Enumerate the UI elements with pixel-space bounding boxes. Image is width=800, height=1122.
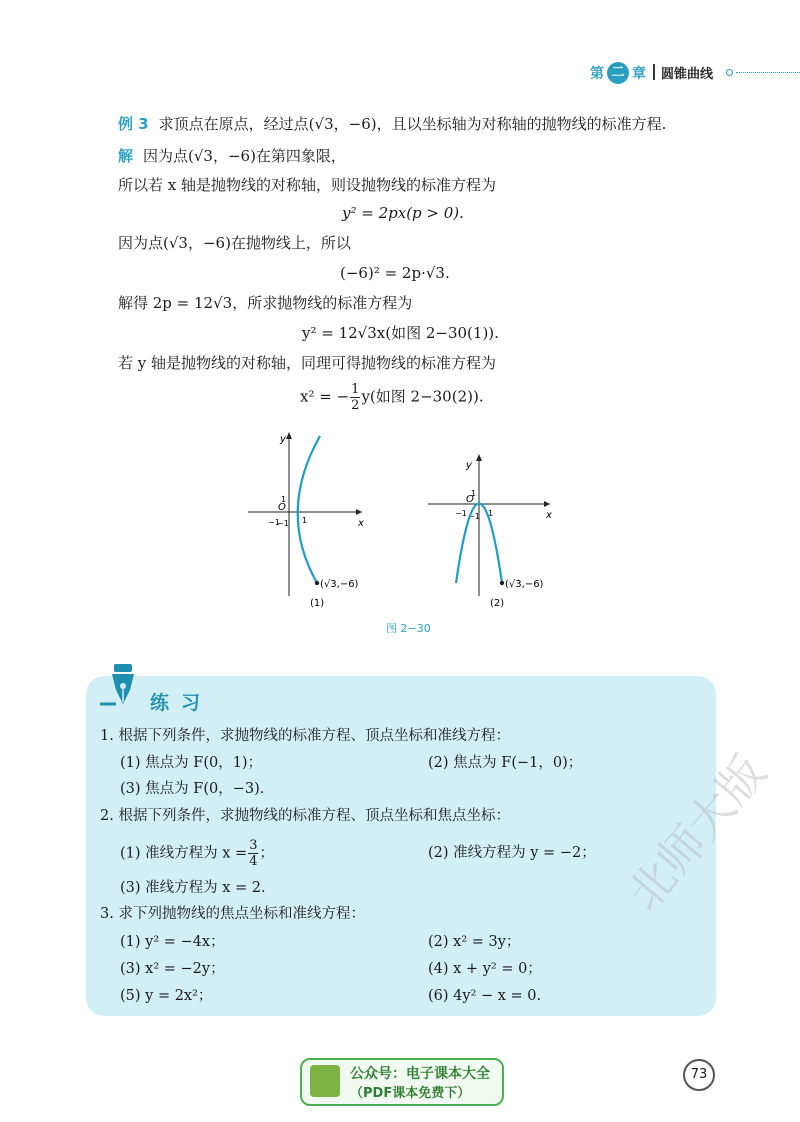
chapter-label	[590, 62, 646, 84]
graph-2-tick-y-pos: 1	[471, 489, 477, 498]
practice-q3-6: (6) 4y² − x = 0.	[428, 988, 542, 1004]
practice-q1: 1. 根据下列条件，求抛物线的标准方程、顶点坐标和准线方程：	[100, 728, 510, 744]
graph-1-curve	[298, 436, 320, 583]
graph-1-origin: O	[278, 502, 286, 513]
solution-equation-2: (−6)² = 2p·√3.	[340, 264, 450, 282]
pen-nib-icon	[100, 664, 144, 710]
graph-1-tick-y-pos: 1	[281, 495, 287, 504]
practice-q1-b: (2) 焦点为 F(−1，0)；	[428, 755, 583, 771]
practice-q3-3: (3) x² = −2y；	[120, 961, 225, 977]
q2-a-left: (1) 准线方程为 x =	[120, 845, 248, 862]
graph-2-sublabel: (2)	[490, 598, 505, 609]
eq4-left: x² = −	[300, 387, 350, 406]
graph-2-origin: O	[466, 494, 474, 505]
practice-q1-c: (3) 焦点为 F(0，−3).	[120, 781, 265, 797]
solution-equation-4	[300, 382, 484, 413]
book-icon	[310, 1065, 340, 1097]
example-text: 求顶点在原点，经过点(√3，−6)，且以坐标轴为对称轴的抛物线的标准方程.	[158, 115, 667, 133]
graph-1-sublabel: (1)	[310, 598, 325, 609]
q2-a-fraction	[248, 838, 258, 869]
promo-badge[interactable]	[300, 1058, 504, 1106]
header-dotted-line	[736, 72, 800, 73]
graph-2-x-arrow-icon	[544, 501, 550, 507]
graph-2-y-label: y	[466, 460, 472, 471]
eq4-right: y(如图 2−30(2)).	[361, 387, 484, 406]
graph-1-tick-neg: −1	[268, 518, 280, 527]
badge-line-1: 公众号：电子课本大全	[350, 1066, 490, 1082]
graph-2-point-label: (√3,−6)	[505, 579, 544, 590]
solution-line-4: 因为点(√3，−6)在抛物线上，所以	[118, 234, 351, 252]
eq4-numerator: 1	[351, 382, 360, 397]
chapter-header	[0, 60, 800, 84]
practice-q2: 2. 根据下列条件，求抛物线的标准方程、顶点坐标和焦点坐标：	[100, 808, 510, 824]
solution-equation-1: y² = 2px(p > 0).	[342, 204, 464, 222]
graph-1-tick-y-neg: −1	[277, 519, 289, 528]
graph-2-x-label: x	[546, 510, 552, 521]
solution-line-8: 若 y 轴是抛物线的对称轴，同理可得抛物线的标准方程为	[118, 354, 497, 372]
publisher-watermark: 北师大版	[616, 744, 777, 921]
solution-text-1: 因为点(√3，−6)在第四象限，	[143, 147, 346, 165]
example-label: 例 3	[118, 115, 149, 133]
solution-label: 解	[118, 147, 134, 165]
header-divider	[653, 64, 655, 80]
graph-2-tick-neg: −1	[455, 509, 467, 518]
eq4-fraction	[350, 382, 360, 413]
graph-1-x-label: x	[358, 518, 364, 529]
practice-q2-c: (3) 准线方程为 x = 2.	[120, 880, 266, 896]
practice-q3: 3. 求下列抛物线的焦点坐标和准线方程：	[100, 906, 365, 922]
practice-q2-a	[120, 838, 274, 869]
header-dot-icon	[726, 69, 733, 76]
solution-line-2: 所以若 x 轴是抛物线的对称轴，则设抛物线的标准方程为	[118, 176, 496, 194]
q2-a-denominator: 4	[249, 854, 258, 869]
figure-2-30	[230, 428, 570, 618]
q2-a-right: ；	[259, 845, 274, 862]
graph-2-point	[500, 581, 504, 585]
eq4-denominator: 2	[351, 398, 360, 413]
graph-1-point	[315, 581, 319, 585]
example-problem	[118, 114, 666, 134]
practice-title: 练习	[150, 692, 213, 714]
solution-line-6: 解得 2p = 12√3，所求抛物线的标准方程为	[118, 294, 413, 312]
practice-q3-2: (2) x² = 3y；	[428, 934, 521, 950]
page-number: 73	[683, 1059, 715, 1091]
practice-q3-5: (5) y = 2x²；	[120, 988, 213, 1004]
graph-1-x-arrow-icon	[356, 509, 362, 515]
badge-line-2: （PDF课本免费下）	[350, 1086, 471, 1101]
chapter-number-badge: 二	[607, 62, 629, 84]
solution-equation-3: y² = 12√3x(如图 2−30(1)).	[302, 324, 499, 342]
figure-caption: 图 2−30	[386, 622, 431, 635]
chapter-prefix: 第	[590, 66, 604, 82]
solution-line-1	[118, 146, 346, 166]
graph-1-y-label: y	[280, 434, 286, 445]
graph-1-y-arrow-icon	[286, 432, 292, 439]
q2-a-numerator: 3	[249, 838, 258, 853]
graph-2-tick-pos: 1	[488, 509, 494, 518]
graph-1-point-label: (√3,−6)	[320, 579, 359, 590]
chapter-title: 圆锥曲线	[661, 67, 714, 82]
chapter-suffix: 章	[632, 66, 646, 82]
graph-2-tick-y-neg: −1	[468, 512, 480, 521]
practice-q2-b: (2) 准线方程为 y = −2；	[428, 845, 596, 861]
practice-q3-4: (4) x + y² = 0；	[428, 961, 542, 977]
practice-q3-1: (1) y² = −4x；	[120, 934, 225, 950]
graph-2-y-arrow-icon	[476, 454, 482, 461]
graph-1-tick-pos: 1	[302, 516, 308, 525]
graph-2	[428, 454, 552, 609]
graph-1	[248, 432, 364, 609]
practice-q1-a: (1) 焦点为 F(0，1)；	[120, 755, 263, 771]
